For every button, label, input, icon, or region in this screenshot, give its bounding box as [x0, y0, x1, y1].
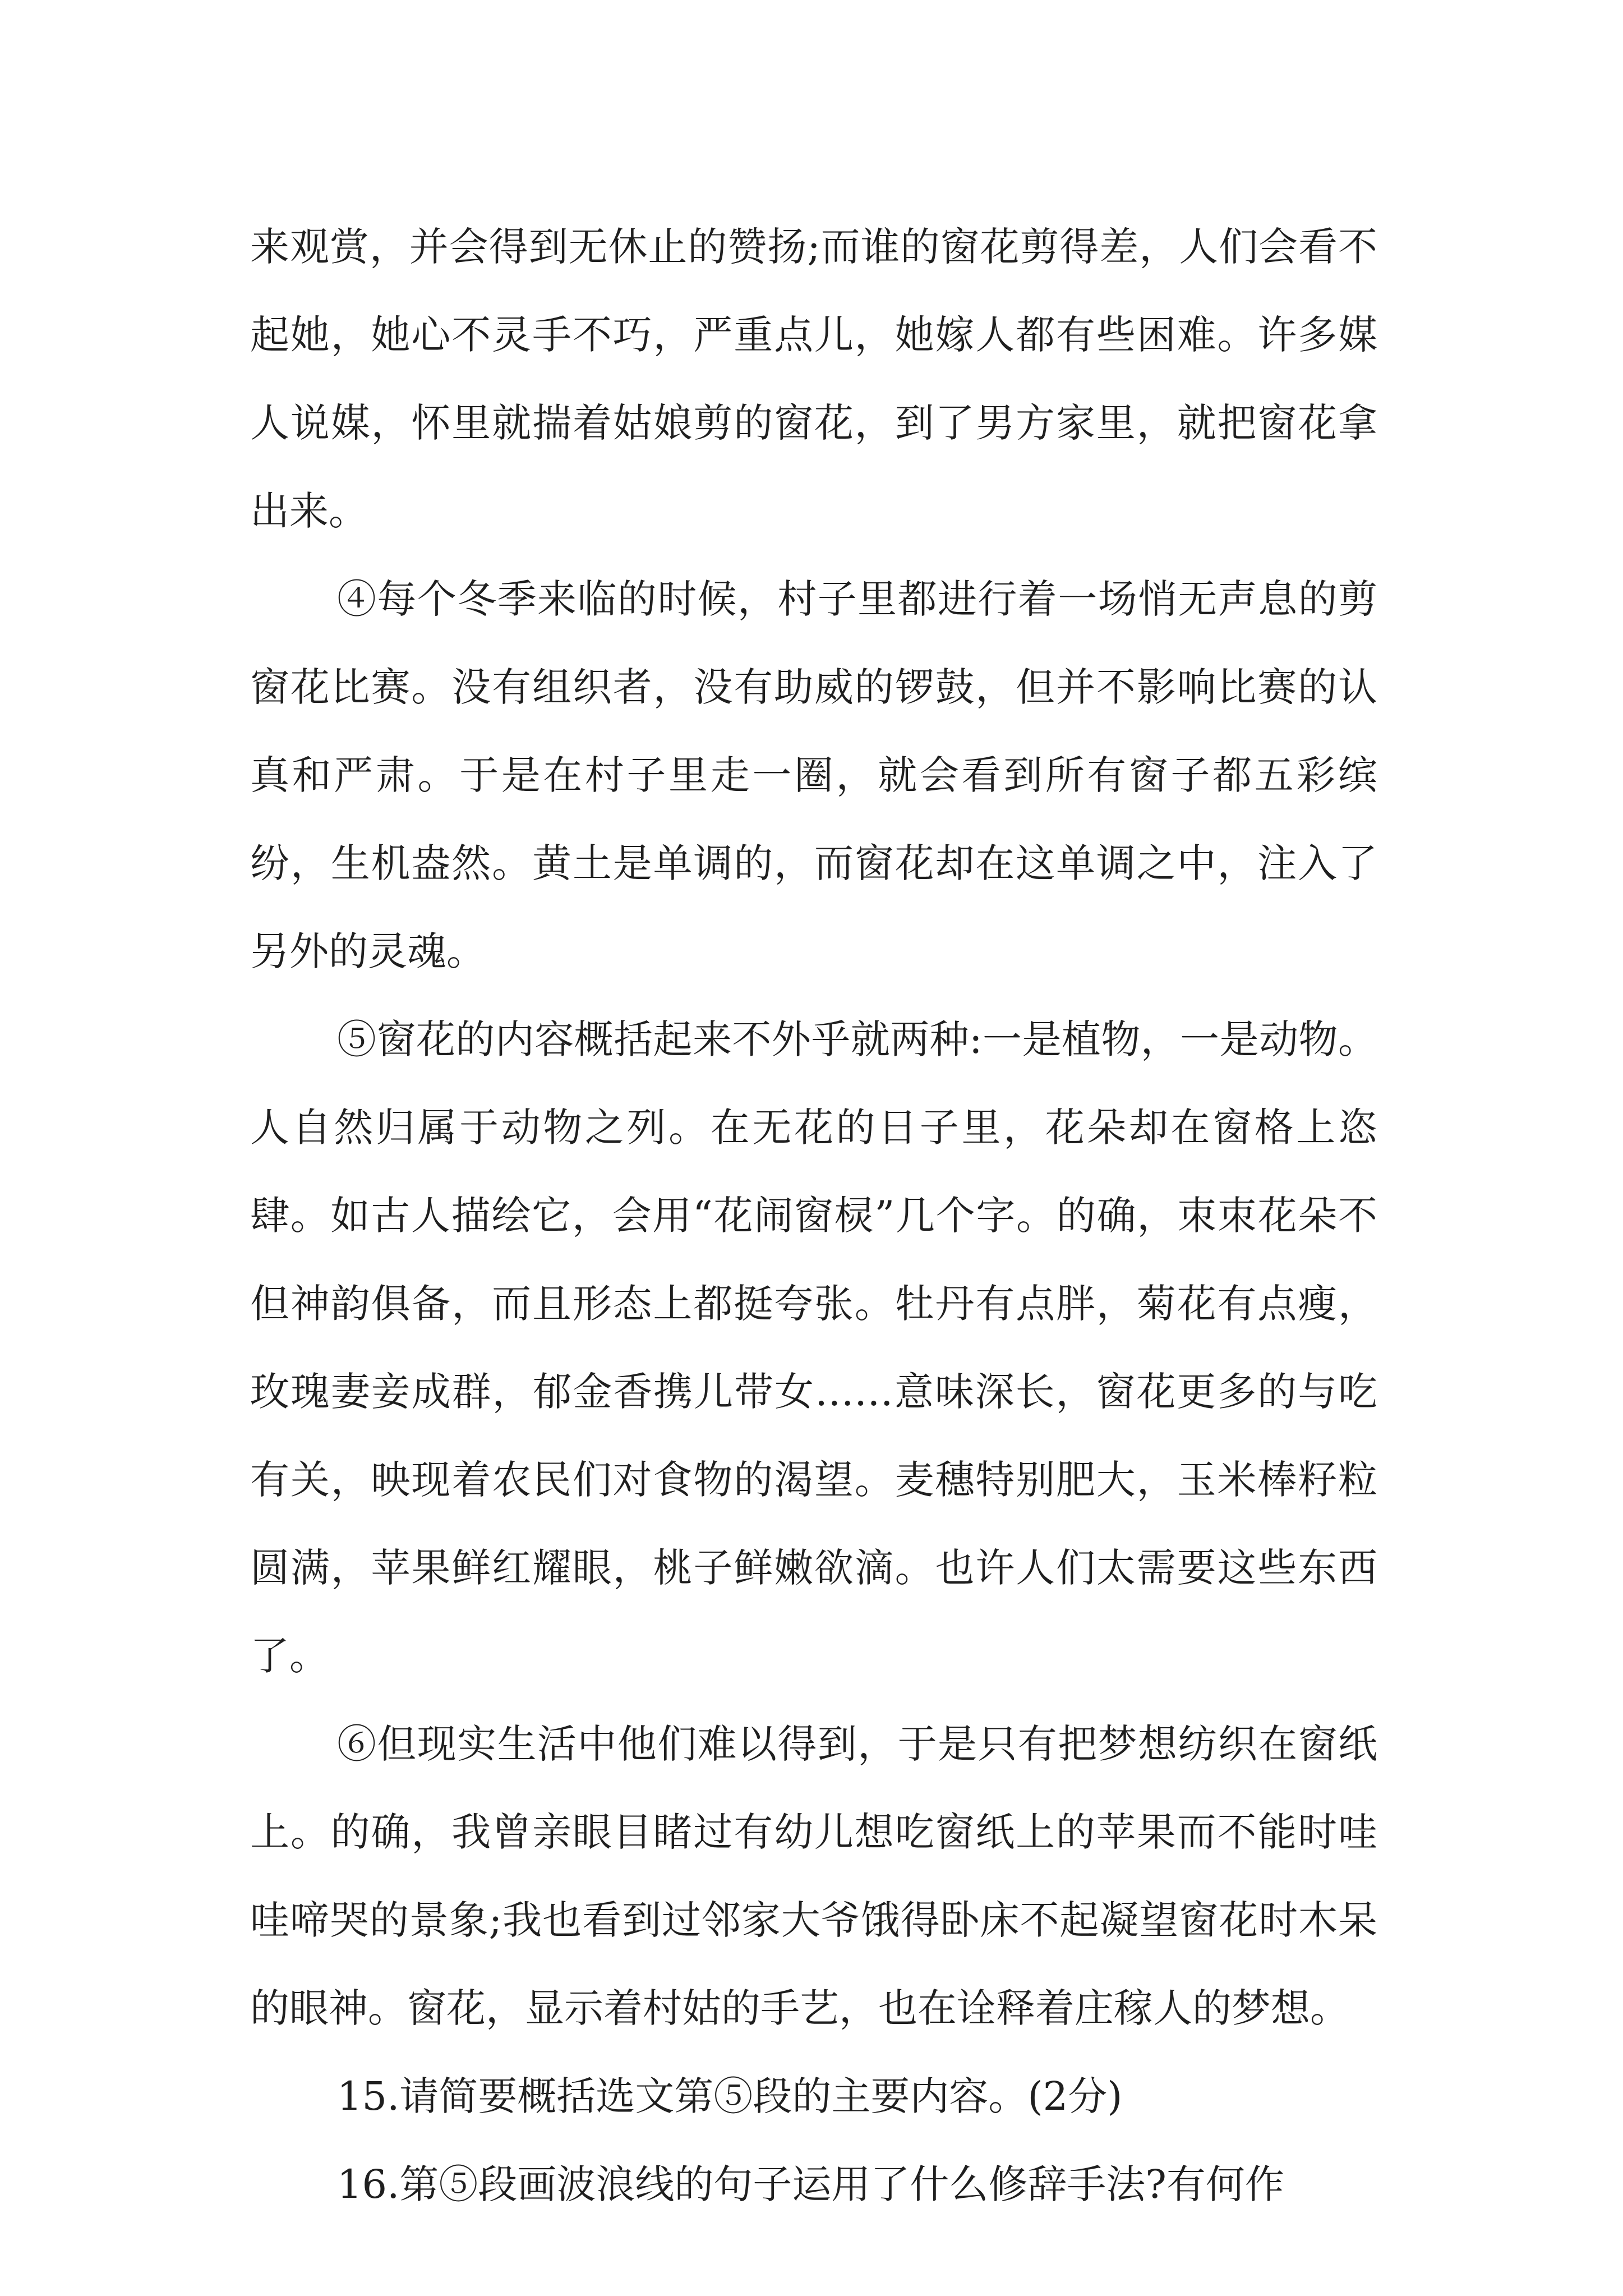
question-15: 15.请简要概括选文第⑤段的主要内容。(2分) — [337, 2073, 1123, 2119]
paragraph-4: ④每个冬季来临的时候，村子里都进行着一场悄无声息的剪窗花比赛。没有组织者，没有助威的锣鼓，但并不影响比赛的认真和严肃。于是在村子里走一圈，就会看到所有窗子都五彩缤纷，生机盎然。黄土是单调的，而窗花却在这单调之中，注入了另外的灵魂。 — [250, 576, 1377, 974]
paragraph-5: ⑤窗花的内容概括起来不外乎就两种:一是植物，一是动物。人自然归属于动物之列。在无花的日子里，花朵却在窗格上恣肆。如古人描绘它，会用“花闹窗棂”几个字。的确，朿朿花朵不但神韵俱备，而且形态上都挺夸张。牡丹有点胖，菊花有点瘦，玫瑰妻妾成群，郁金香携儿带女……意味深长，窗花更多的与吃有关，映现着农民们对食物的渴望。麦穗特别肥大，玉米棒籽粒圆满，苹果鲜红耀眼，桃子鲜嫩欲滴。也许人们太需要这些东西了。 — [250, 1016, 1377, 1679]
paragraph-3-continued: 来观赏，并会得到无休止的赞扬;而谁的窗花剪得差，人们会看不起她，她心不灵手不巧，严重点儿，她嫁人都有些困难。许多媒人说媒，怀里就揣着姑娘剪的窗花，到了男方家里，就把窗花拿出来。 — [250, 224, 1377, 534]
paragraph-6: ⑥但现实生活中他们难以得到，于是只有把梦想纺织在窗纸上。的确，我曾亲眼目睹过有幼儿想吃窗纸上的苹果而不能时哇哇啼哭的景象;我也看到过邻家大爷饿得卧床不起凝望窗花时木呆的眼神。窗花，显示着村姑的手艺，也在诠释着庄稼人的梦想。 — [250, 1721, 1377, 2031]
question-16: 16.第⑤段画波浪线的句子运用了什么修辞手法?有何作 — [337, 2161, 1284, 2207]
passage-body — [250, 203, 1377, 2229]
